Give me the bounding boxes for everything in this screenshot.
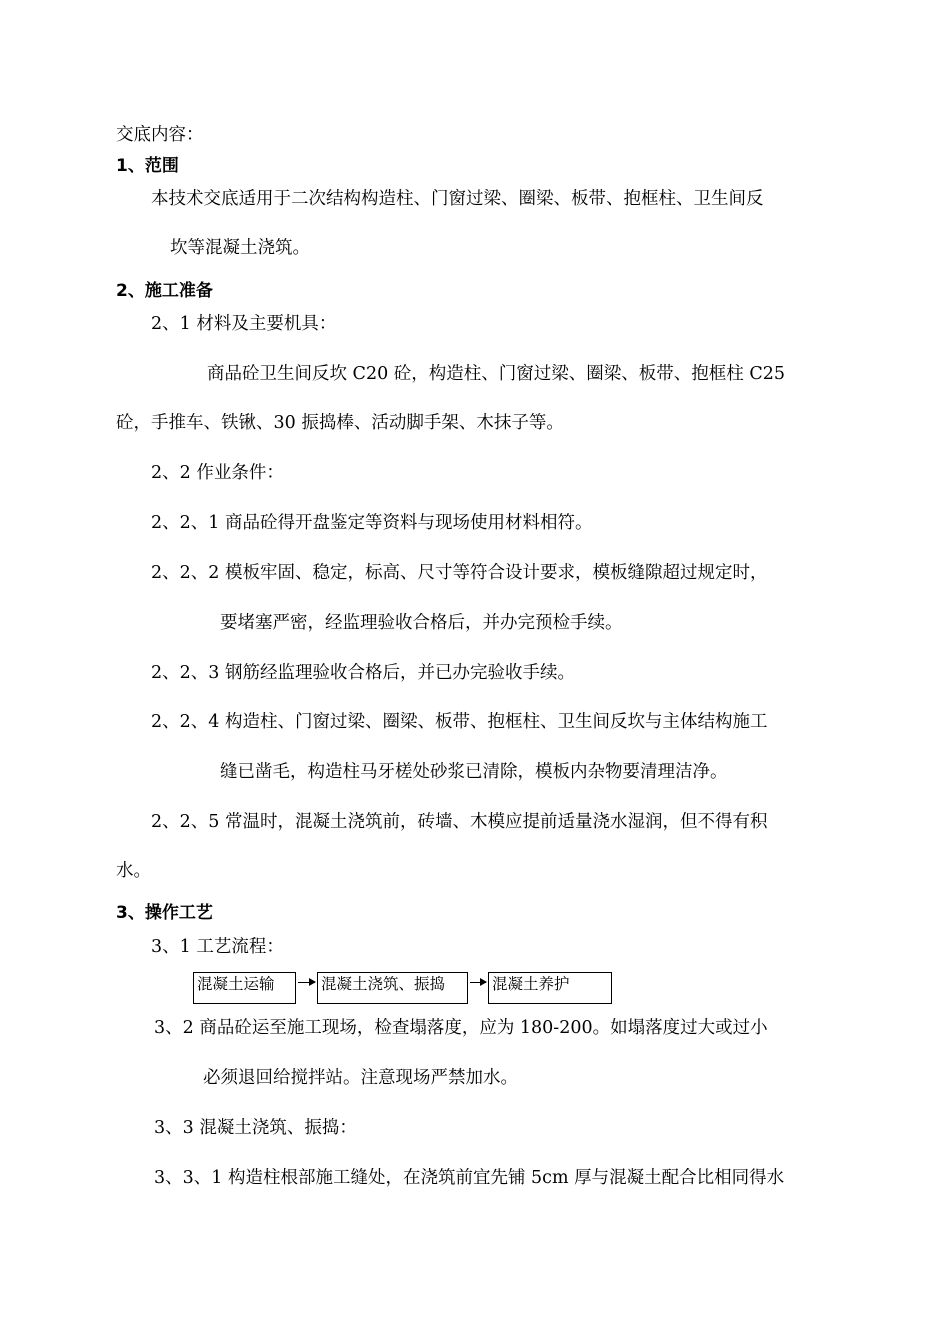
section-3-3-title: 3、3 混凝土浇筑、振捣： <box>154 1118 357 1138</box>
section-2-2-1: 2、2、1 商品砼得开盘鉴定等资料与现场使用材料相符。 <box>151 513 593 533</box>
section-2-2-2-line-2: 要堵塞严密，经监理验收合格后，并办完预检手续。 <box>220 613 623 633</box>
flow-step-transport: 混凝土运输 <box>193 972 296 1004</box>
section-1-heading: 1、范围 <box>116 156 179 176</box>
process-flow <box>193 972 613 1006</box>
section-3-1-title: 3、1 工艺流程： <box>151 937 284 957</box>
section-2-2-2-line-1: 2、2、2 模板牢固、稳定，标高、尺寸等符合设计要求，模板缝隙超过规定时， <box>151 563 768 583</box>
section-3-2-line-2: 必须退回给搅拌站。注意现场严禁加水。 <box>203 1068 518 1088</box>
section-2-heading: 2、施工准备 <box>116 281 213 301</box>
section-2-2-5-line-2: 水。 <box>116 861 151 881</box>
section-2-1-text-line-2: 砼，手推车、铁锹、30 振捣棒、活动脚手架、木抹子等。 <box>116 413 564 433</box>
section-2-1-text-line-1: 商品砼卫生间反坎 C20 砼，构造柱、门窗过梁、圈梁、板带、抱框柱 C25 <box>207 364 786 384</box>
intro-label: 交底内容： <box>116 125 204 145</box>
section-1-paragraph-line-1: 本技术交底适用于二次结构构造柱、门窗过梁、圈梁、板带、抱框柱、卫生间反 <box>151 189 764 209</box>
flow-arrow-icon <box>470 982 486 983</box>
section-2-2-5-line-1: 2、2、5 常温时，混凝土浇筑前，砖墙、木模应提前适量浇水湿润，但不得有积 <box>151 812 768 832</box>
section-3-2-line-1: 3、2 商品砼运至施工现场，检查塌落度，应为 180-200。如塌落度过大或过小 <box>154 1018 768 1038</box>
flow-step-pour-vibrate: 混凝土浇筑、振捣 <box>317 972 468 1004</box>
section-2-1-title: 2、1 材料及主要机具： <box>151 314 337 334</box>
section-2-2-3: 2、2、3 钢筋经监理验收合格后，并已办完验收手续。 <box>151 663 575 683</box>
section-2-2-title: 2、2 作业条件： <box>151 463 284 483</box>
section-3-heading: 3、操作工艺 <box>116 903 213 923</box>
flow-step-curing: 混凝土养护 <box>488 972 612 1004</box>
section-2-2-4-line-1: 2、2、4 构造柱、门窗过梁、圈梁、板带、抱框柱、卫生间反坎与主体结构施工 <box>151 712 768 732</box>
section-1-paragraph-line-2: 坎等混凝土浇筑。 <box>170 238 310 258</box>
flow-arrow-icon <box>298 982 315 983</box>
section-3-3-1-line-1: 3、3、1 构造柱根部施工缝处，在浇筑前宜先铺 5cm 厚与混凝土配合比相同得水 <box>154 1168 785 1188</box>
section-2-2-4-line-2: 缝已凿毛，构造柱马牙槎处砂浆已清除，模板内杂物要清理洁净。 <box>220 762 728 782</box>
